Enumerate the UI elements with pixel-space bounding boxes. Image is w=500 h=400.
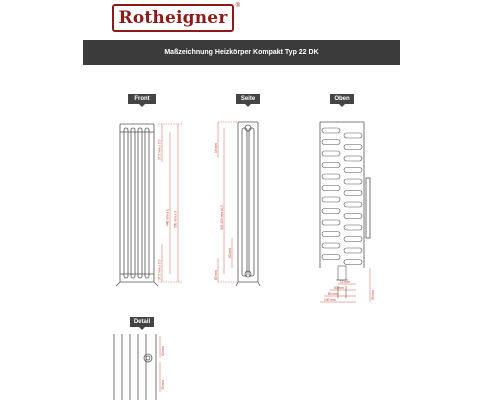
brand-name: Rotheigner	[118, 8, 228, 28]
front-dim-bottom: 37.5 mm ± 0.5	[157, 259, 162, 280]
top-dim-a: 12 mm	[340, 280, 350, 284]
side-dim-bottom: 65 mm	[214, 270, 218, 280]
tab-side: Seite	[236, 94, 260, 104]
front-dim-axis: 446 mm ± 2	[165, 209, 170, 226]
fin-left	[322, 232, 340, 237]
brand-logo	[112, 3, 240, 32]
fin-right	[344, 179, 362, 184]
fin-left	[322, 174, 340, 179]
detail-view-drawing	[110, 332, 190, 400]
page-title: Maßzeichnung Heizkörper Kompakt Typ 22 DK	[164, 49, 319, 56]
detail-radiator-body	[114, 334, 156, 400]
fin-right	[344, 260, 362, 265]
front-dim-top: 37.5 mm ± 0.5	[157, 139, 162, 160]
fin-left	[322, 128, 340, 133]
front-radiator-body	[116, 124, 158, 286]
fin-right	[344, 214, 362, 219]
tab-top: Oben	[330, 94, 354, 104]
header-banner	[83, 40, 400, 65]
side-view-drawing	[212, 118, 272, 290]
fin-left	[322, 163, 340, 168]
top-view-drawing	[310, 118, 400, 318]
top-dim-c: 80 mm	[328, 292, 338, 296]
fin-right	[344, 225, 362, 230]
front-dim-total: 500 mm ± 3	[173, 211, 178, 228]
front-view-drawing	[110, 118, 190, 290]
top-dim-right: 30 mm	[371, 290, 375, 300]
fin-left	[322, 243, 340, 248]
registered-mark: ®	[235, 3, 240, 9]
detail-dim-a: 50 mm	[161, 346, 165, 356]
fin-right	[344, 133, 362, 138]
top-dimension-lines	[320, 268, 370, 302]
side-dim-top: 18 mm	[214, 143, 218, 153]
front-dimension-lines	[158, 124, 182, 282]
tab-front: Front	[128, 94, 156, 104]
tab-detail: Detail	[130, 317, 154, 327]
top-dim-d: 100 mm	[324, 298, 336, 302]
fin-right	[344, 156, 362, 161]
fin-right	[344, 248, 362, 253]
fin-left	[322, 255, 340, 260]
side-radiator-body	[236, 122, 260, 286]
fin-left	[322, 209, 340, 214]
side-dim-axis: 345-495 mm ±0.5	[220, 205, 224, 230]
side-dim-side: 20 mm	[228, 248, 232, 258]
fin-right	[344, 237, 362, 242]
fin-left	[322, 220, 340, 225]
fin-right	[344, 191, 362, 196]
fin-right	[344, 202, 362, 207]
fin-left	[322, 140, 340, 145]
fin-left	[322, 197, 340, 202]
fin-right	[344, 168, 362, 173]
fin-right	[344, 145, 362, 150]
detail-dim-b: 35 mm	[161, 380, 165, 390]
top-fins	[322, 128, 362, 265]
fin-left	[322, 151, 340, 156]
fin-left	[322, 186, 340, 191]
top-dim-b: 50 mm	[334, 286, 344, 290]
